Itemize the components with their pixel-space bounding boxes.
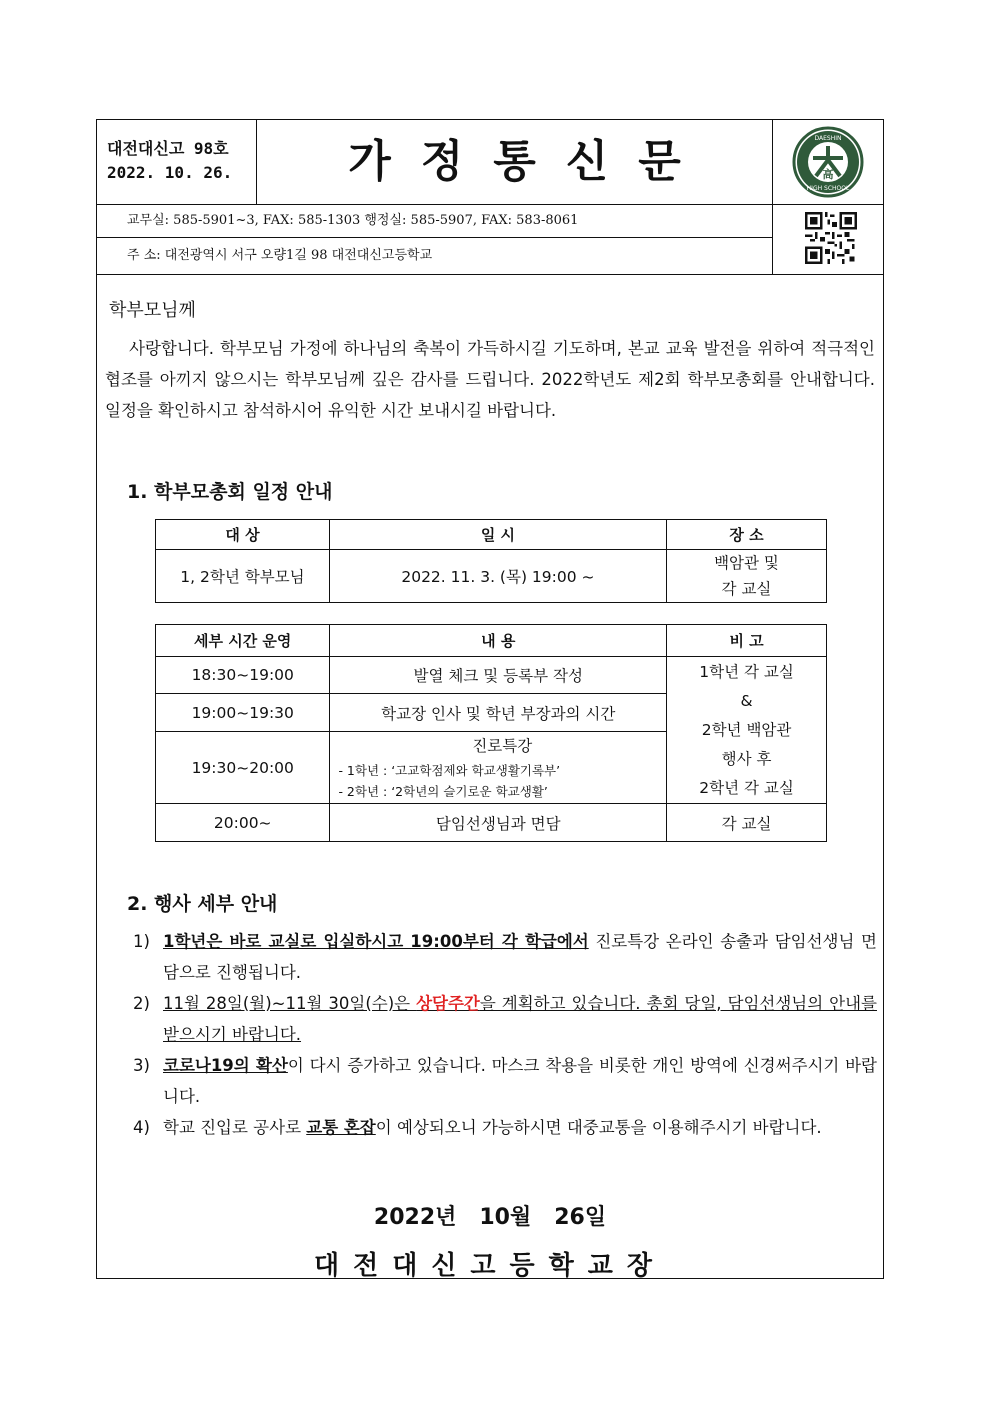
content-cell: 담임선생님과 면담 — [330, 804, 667, 842]
content-cell: 학교장 인사 및 학년 부장과의 시간 — [330, 694, 667, 732]
lecture-title: 진로특강 — [472, 736, 533, 755]
item-number: 4) — [133, 1118, 150, 1137]
item-text: 진로특강 온라인 송출과 담임선생님 면담으로 진행됩니다. — [163, 932, 877, 982]
place-cell — [666, 550, 826, 603]
item-number: 3) — [133, 1056, 150, 1075]
svg-text:DAESHIN: DAESHIN — [814, 135, 842, 142]
issue-box — [97, 120, 257, 204]
intro-paragraph: 사랑합니다. 학부모님 가정에 하나님의 축복이 가득하시길 기도하며, 본교 교육 발전을 위하여 적극적인 협조를 아끼지 않으시는 학부모님께 깊은 감사를 드립니다. 2022학년도 제2회 학부모총회를 안내합니다. 일정을 확인하시고 참석하시어 유익한 시간 보내시길 바랍니다. — [105, 339, 875, 420]
list-item — [125, 988, 877, 1050]
details-list — [125, 926, 877, 1143]
item-text: 11월 28일(월)~11월 30일(수)은 — [163, 994, 417, 1013]
page-title: 가정통신문 — [257, 120, 773, 204]
header-place: 장 소 — [666, 520, 826, 550]
greeting: 학부모님께 — [109, 300, 196, 321]
list-item — [125, 1112, 877, 1143]
logo-char: 高 — [822, 168, 834, 181]
time-cell: 19:30~20:00 — [156, 732, 330, 804]
footer-date: 2022년 10월 26일 — [373, 1205, 607, 1230]
address-line: 주 소: 대전광역시 서구 오량1길 98 대전대신고등학교 — [97, 238, 773, 274]
detail-schedule-table — [155, 624, 827, 842]
note-line: 2학년 백암관 — [701, 720, 792, 739]
note-line: 행사 후 — [721, 749, 772, 768]
place-line-1: 백암관 및 — [714, 554, 779, 572]
qr-code[interactable] — [805, 212, 857, 264]
header-time: 세부 시간 운영 — [156, 625, 330, 657]
time-cell: 18:30~19:00 — [156, 657, 330, 694]
datetime-cell: 2022. 11. 3. (목) 19:00 ~ — [329, 550, 666, 603]
header-target: 대 상 — [156, 520, 330, 550]
item-text: 학교 진입로 공사로 — [163, 1118, 307, 1137]
consult-week-highlight: 상담주간 — [416, 994, 480, 1013]
item-underlined-text: 1학년은 바로 교실로 입실하시고 19:00부터 각 학급에서 — [163, 932, 589, 951]
issue-number: 대전대신고 98호 — [107, 139, 229, 158]
header-content: 내 용 — [330, 625, 667, 657]
item-text: 을 계획하고 있습니다. 총회 당일, 담임선생님의 안내를 받으시기 바랍니다. — [163, 994, 877, 1044]
school-logo — [773, 120, 883, 204]
list-item — [125, 1050, 877, 1112]
section1-title: 1. 학부모총회 일정 안내 — [127, 481, 333, 503]
target-cell: 1, 2학년 학부모님 — [156, 550, 330, 603]
note-line: & — [740, 691, 753, 710]
note-line: 2학년 각 교실 — [699, 778, 794, 797]
issue-date: 2022. 10. 26. — [107, 163, 233, 182]
principal-signature: 대전대신고등학교장 — [313, 1251, 667, 1281]
note-line: 1학년 각 교실 — [699, 662, 794, 681]
list-item — [125, 926, 877, 988]
section2-title: 2. 행사 세부 안내 — [127, 893, 278, 915]
contact-line: 교무실: 585-5901~3, FAX: 585-1303 행정실: 585-5907, FAX: 583-8061 — [97, 204, 773, 238]
item-text: 이 다시 증가하고 있습니다. 마스크 착용을 비롯한 개인 방역에 신경써주시기 바랍니다. — [163, 1056, 877, 1106]
item-number: 2) — [133, 994, 150, 1013]
time-cell: 20:00~ — [156, 804, 330, 842]
note-cell — [667, 657, 827, 804]
lecture-grade1: - 1학년 : ‘고교학점제와 학교생활기록부’ — [338, 762, 561, 778]
header-divider — [97, 274, 883, 275]
time-cell: 19:00~19:30 — [156, 694, 330, 732]
item-number: 1) — [133, 932, 150, 951]
newsletter-frame — [96, 119, 884, 1279]
schedule-table — [155, 519, 827, 603]
note-cell-last: 각 교실 — [667, 804, 827, 842]
item-text: 이 예상되오니 가능하시면 대중교통을 이용해주시기 바랍니다. — [375, 1118, 822, 1137]
content-cell — [330, 732, 667, 804]
place-line-2: 각 교실 — [721, 580, 772, 598]
header-row — [97, 120, 883, 205]
item-bold-text: 코로나19의 확산 — [163, 1056, 288, 1075]
lecture-grade2: - 2학년 : ‘2학년의 슬기로운 학교생활’ — [338, 783, 548, 799]
item-bold-text: 교통 혼잡 — [306, 1118, 376, 1137]
content-cell: 발열 체크 및 등록부 작성 — [330, 657, 667, 694]
header-note: 비 고 — [667, 625, 827, 657]
svg-text:HIGH SCHOOL: HIGH SCHOOL — [806, 185, 850, 192]
header-datetime: 일 시 — [329, 520, 666, 550]
